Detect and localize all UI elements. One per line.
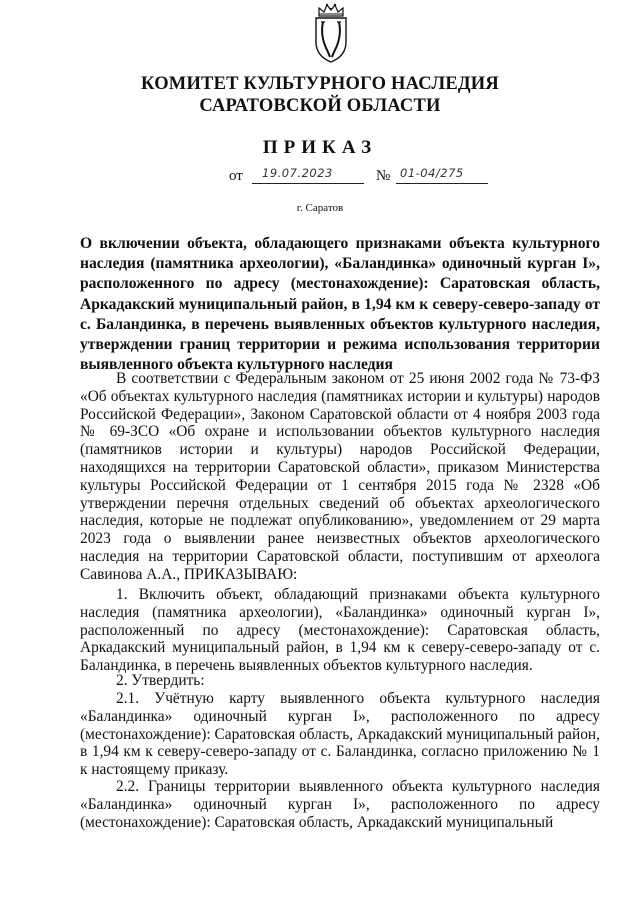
number-prefix: № [376,168,391,184]
number-underline [396,183,488,184]
order-title: О включении объекта, обладающего признаками объекта культурного наследия (памятника археологии), «Баландинка» одиночный курган I», расположенного по адресу (местонахождение): Саратовская область, Аркадакский муниципальный район, в 1,94 км к северу-северо-западу от с. Баландинка, в перечень выявленных объектов культурного наследия, утверждении границ территории и режима использования территории выявленного объекта культурного наследия [80,235,600,374]
date-prefix: от [229,168,243,184]
coat-of-arms-icon [306,2,356,64]
date-underline [252,183,364,184]
clause-2-2: 2.2. Границы территории выявленного объекта культурного наследия «Баландинка» одиночный курган I», расположенного по адресу (местонахождение): Саратовская область, Аркадакский муниципальный [80,778,600,831]
clause-2: 2. Утвердить: [116,672,205,689]
preamble-paragraph: В соответствии с Федеральным законом от 25 июня 2002 года № 73-ФЗ «Об объектах культурного наследия (памятниках истории и культуры) народов Российской Федерации», Законом Саратовской области от 4 ноября 2003 года № 69-ЗСО «Об охране и использовании объектов культурного наследия (памятников истории и культуры) народов Российской Федерации, находящихся на территории Саратовской области», приказом Министерства культуры Российской Федерации от 1 сентября 2015 года № 2328 «Об утверждении перечня отдельных сведений об объектах археологического наследия, которые не подлежат опубликованию», уведомлением от 29 марта 2023 года о выявлении ранее неизвестных объектов археологического наследия на территории Саратовской области, поступившим от археолога Савинова А.А., ПРИКАЗЫВАЮ: [80,370,600,583]
date-handwritten: 19.07.2023 [262,166,333,180]
clause-2-1: 2.1. Учётную карту выявленного объекта культурного наследия «Баландинка» одиночный курган I», расположенного по адресу (местонахождение): Саратовская область, Аркадакский муниципальный район, в 1,94 км к северу-северо-западу от с. Баландинка, согласно приложению № 1 к настоящему приказу. [80,690,600,779]
document-type-heading: ПРИКАЗ [262,137,378,158]
clause-1: 1. Включить объект, обладающий признаками объекта культурного наследия (памятника археологии), «Баландинка» одиночный курган I», расположенный по адресу (местонахождение): Саратовская область, Аркадакский муниципальный район, в 1,94 км к северу-северо-западу от с. Баландинка, в перечень выявленных объектов культурного наследия. [80,586,600,675]
org-name-line1: КОМИТЕТ КУЛЬТУРНОГО НАСЛЕДИЯ [141,74,499,94]
number-handwritten: 01-04/275 [400,166,464,180]
city-line: г. Саратов [296,202,344,214]
org-name-line2: САРАТОВСКОЙ ОБЛАСТИ [199,96,441,116]
